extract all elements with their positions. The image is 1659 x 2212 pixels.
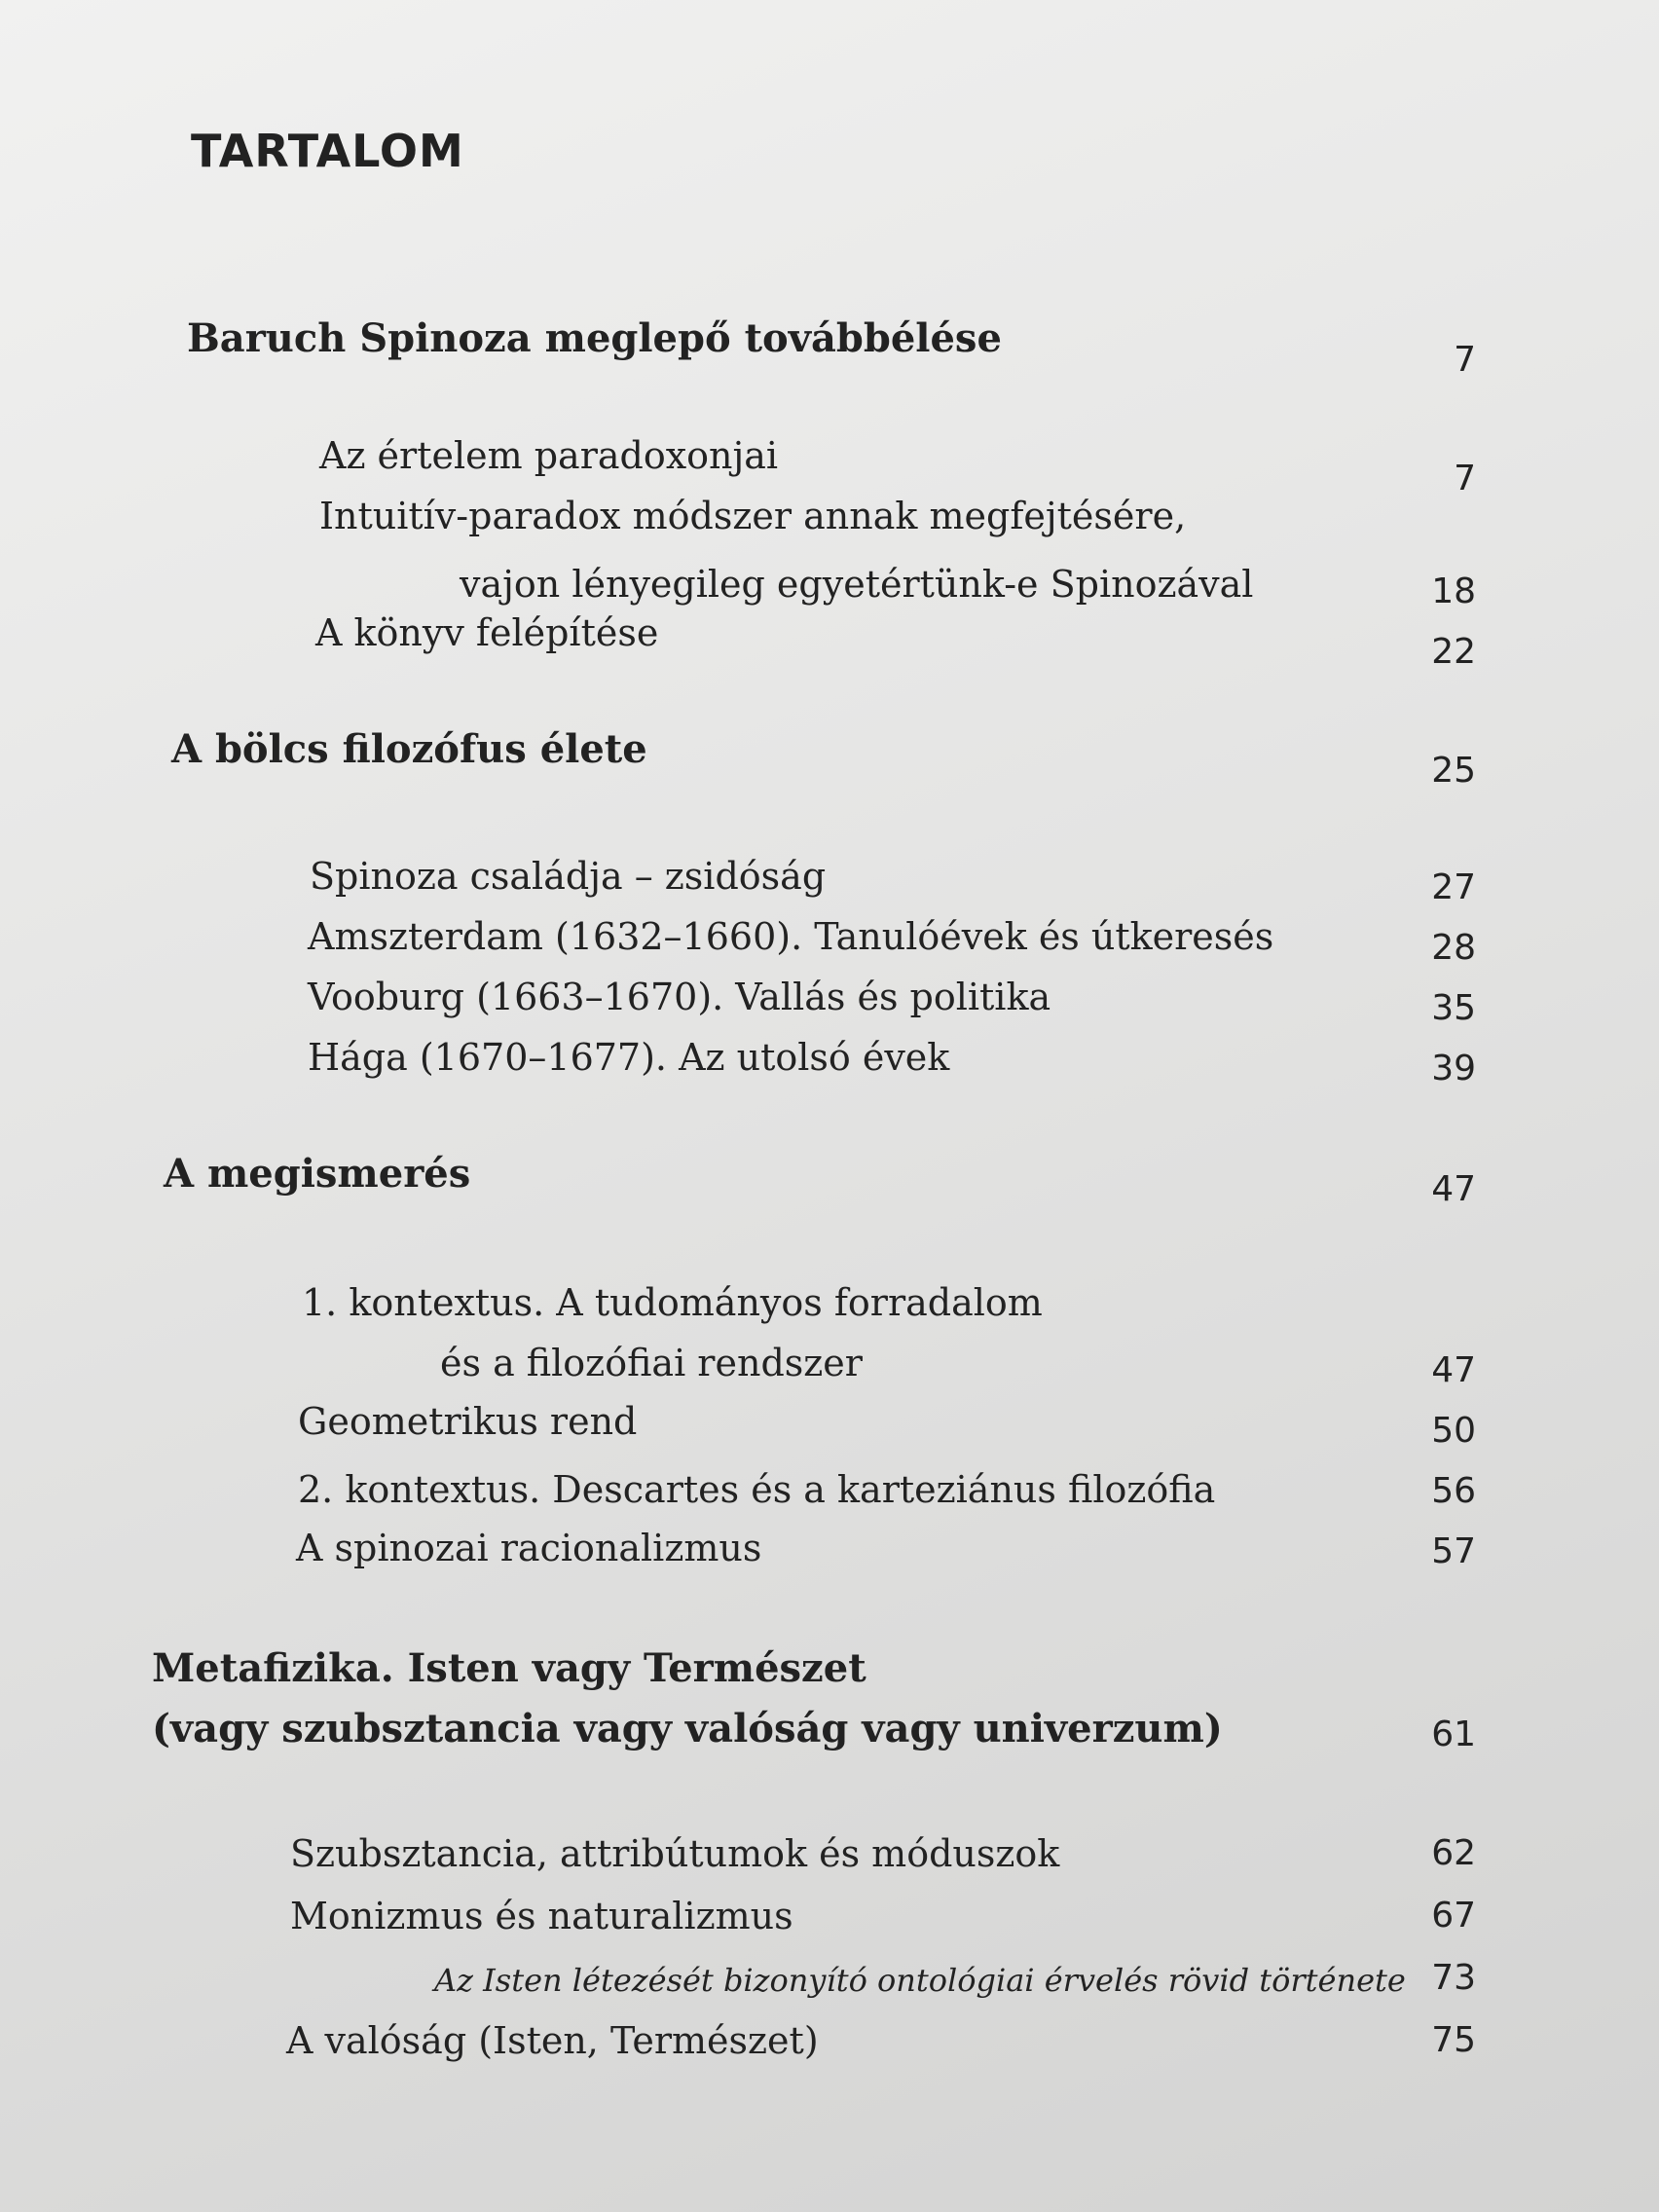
- entry-page-number: 67: [1431, 1896, 1476, 1936]
- toc-entry: 1. kontextus. A tudományos forradalom: [302, 1281, 1043, 1324]
- toc-entry: Intuitív-paradox módszer annak megfejtésére,: [319, 495, 1187, 537]
- toc-entry: Hága (1670–1677). Az utolsó évek: [308, 1036, 950, 1079]
- chapter-page-number: 7: [1454, 340, 1476, 380]
- entry-page-number: 28: [1431, 928, 1476, 968]
- toc-entry: Az Isten létezését bizonyító ontológiai érvelés rövid története: [434, 1962, 1406, 1999]
- toc-entry: Monizmus és naturalizmus: [290, 1895, 793, 1937]
- chapter-title: Metafizika. Isten vagy Természet: [152, 1645, 866, 1691]
- toc-entry: Amszterdam (1632–1660). Tanulóévek és útkeresés: [308, 915, 1274, 958]
- toc-entry: Geometrikus rend: [298, 1400, 638, 1443]
- toc-entry: A spinozai racionalizmus: [296, 1527, 762, 1569]
- entry-page-number: 27: [1431, 867, 1476, 907]
- toc-entry: 2. kontextus. Descartes és a karteziánus filozófia: [298, 1468, 1216, 1511]
- toc-entry: Az értelem paradoxonjai: [319, 434, 779, 477]
- entry-page-number: 35: [1431, 988, 1476, 1028]
- page-title: TARTALOM: [191, 125, 464, 177]
- entry-page-number: 7: [1454, 459, 1476, 498]
- toc-entry: A könyv felépítése: [315, 611, 659, 654]
- chapter-title: A megismerés: [164, 1151, 471, 1197]
- entry-page-number: 47: [1431, 1350, 1476, 1390]
- toc-entry: A valóság (Isten, Természet): [286, 2019, 819, 2062]
- chapter-title: A bölcs filozófus élete: [171, 726, 647, 772]
- entry-page-number: 22: [1431, 632, 1476, 672]
- chapter-page-number: 47: [1431, 1169, 1476, 1209]
- chapter-title: Baruch Spinoza meglepő továbbélése: [187, 315, 1002, 361]
- toc-entry: Szubsztancia, attribútumok és móduszok: [290, 1832, 1060, 1875]
- entry-page-number: 39: [1431, 1049, 1476, 1088]
- toc-entry: Spinoza családja – zsidóság: [310, 855, 827, 898]
- entry-page-number: 73: [1431, 1958, 1476, 1998]
- toc-entry: és a filozófiai rendszer: [440, 1342, 863, 1384]
- entry-page-number: 18: [1431, 571, 1476, 611]
- toc-entry: vajon lényegileg egyetértünk-e Spinozával: [460, 563, 1254, 606]
- entry-page-number: 50: [1431, 1411, 1476, 1451]
- entry-page-number: 62: [1431, 1833, 1476, 1873]
- chapter-page-number: 61: [1431, 1714, 1476, 1754]
- toc-entry: Vooburg (1663–1670). Vallás és politika: [308, 976, 1051, 1018]
- chapter-title: (vagy szubsztancia vagy valóság vagy univerzum): [152, 1706, 1223, 1751]
- entry-page-number: 57: [1431, 1531, 1476, 1571]
- chapter-page-number: 25: [1431, 751, 1476, 791]
- entry-page-number: 75: [1431, 2020, 1476, 2060]
- entry-page-number: 56: [1431, 1471, 1476, 1511]
